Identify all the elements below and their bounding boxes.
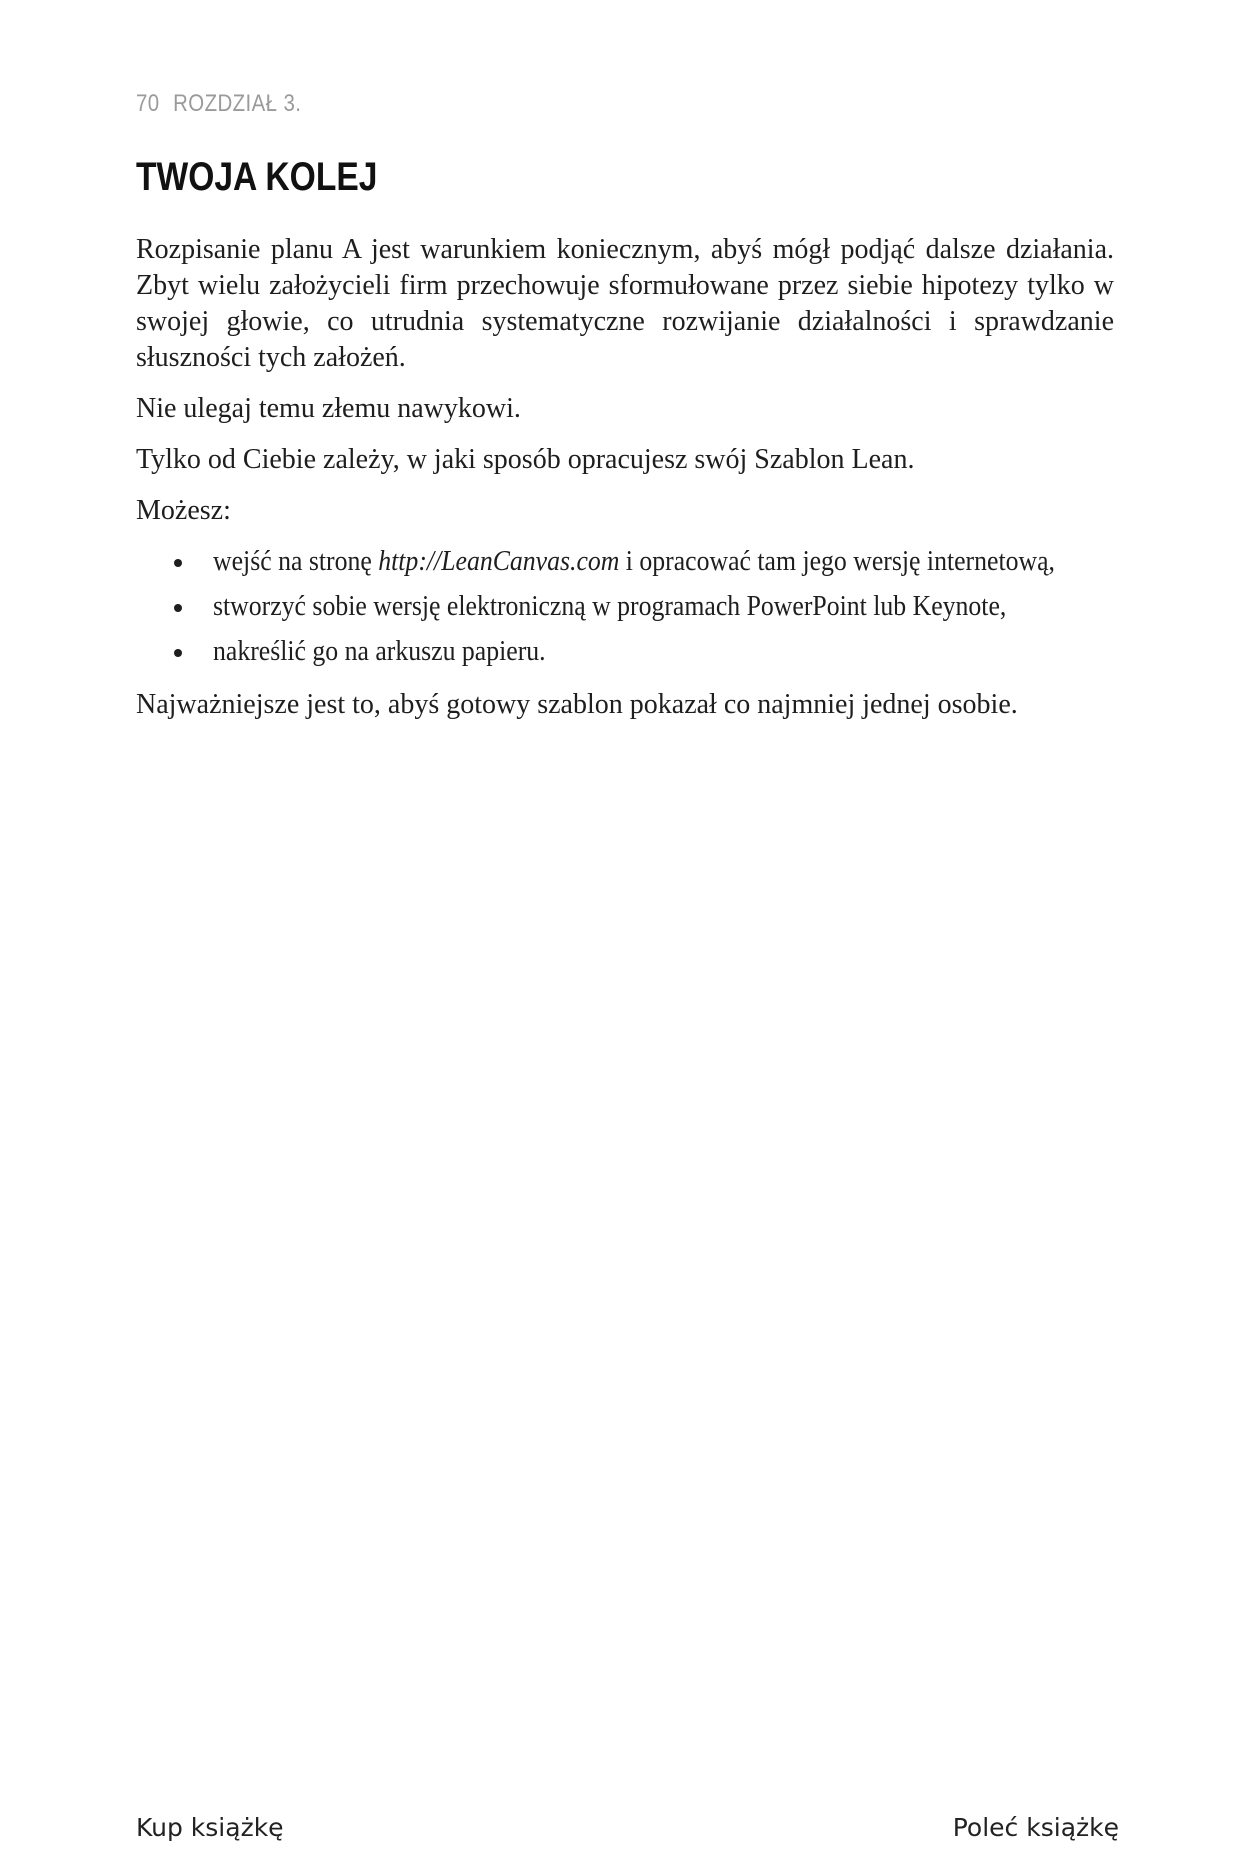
body-text bbox=[136, 232, 1114, 738]
intro-paragraph: Rozpisanie planu A jest warunkiem koniecznym, abyś mógł podjąć dalsze działania. Zbyt wielu założycieli firm przechowuje sformułowane przez siebie hipotezy tylko w swojej głowie, co utrudnia systematyczne rozwijanie działalności i sprawdzanie słuszności tych założeń. bbox=[136, 234, 1114, 373]
list-item bbox=[136, 634, 1114, 670]
section-title: TWOJA KOLEJ bbox=[136, 155, 378, 199]
choice-paragraph: Tylko od Ciebie zależy, w jaki sposób opracujesz swój Szablon Lean. bbox=[136, 444, 915, 475]
running-head bbox=[136, 90, 301, 118]
closing-paragraph: Najważniejsze jest to, abyś gotowy szablon pokazał co najmniej jednej osobie. bbox=[136, 689, 1018, 720]
page-number: 70 bbox=[136, 90, 160, 117]
list-item-text-end: i opracować tam jego wersję internetową, bbox=[619, 546, 1055, 577]
list-item bbox=[136, 589, 1114, 625]
list-item-text bbox=[213, 544, 1055, 580]
bullet-icon bbox=[174, 604, 182, 612]
list-item bbox=[136, 544, 1114, 580]
list-item-text-start: wejść na stronę bbox=[213, 546, 379, 577]
buy-book-link[interactable]: Kup książkę bbox=[136, 1813, 284, 1842]
recommend-book-link[interactable]: Poleć książkę bbox=[952, 1813, 1119, 1842]
bullet-icon bbox=[174, 649, 182, 657]
list-item-text: nakreślić go na arkuszu papieru. bbox=[213, 636, 546, 667]
leancanvas-link[interactable]: http://LeanCanvas.com bbox=[378, 546, 620, 577]
habit-paragraph: Nie ulegaj temu złemu nawykowi. bbox=[136, 393, 521, 424]
options-list bbox=[136, 544, 1114, 670]
options-lead: Możesz: bbox=[136, 495, 231, 526]
bullet-icon bbox=[174, 559, 182, 567]
list-item-text: stworzyć sobie wersję elektroniczną w programach PowerPoint lub Keynote, bbox=[213, 591, 1007, 622]
chapter-label: ROZDZIAŁ 3. bbox=[173, 90, 302, 117]
